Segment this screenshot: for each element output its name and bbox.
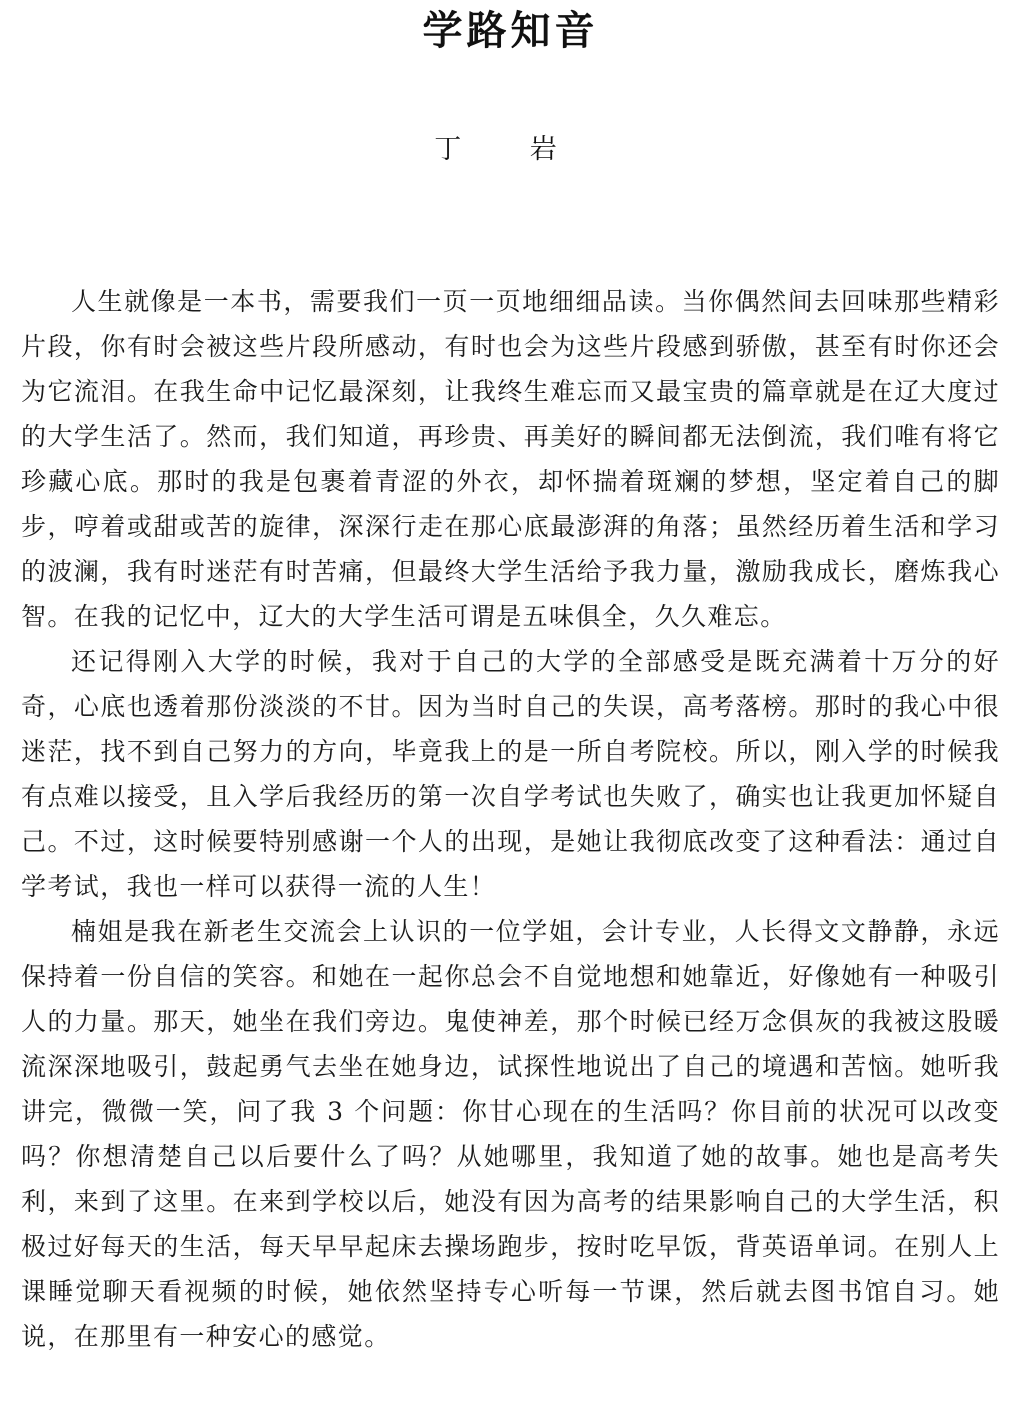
- article-body: [21, 279, 1000, 1359]
- paragraph: 楠姐是我在新老生交流会上认识的一位学姐，会计专业，人长得文文静静，永远保持着一份自信的笑容。和她在一起你总会不自觉地想和她靠近，好像她有一种吸引人的力量。那天，她坐在我们旁边。鬼使神差，那个时候已经万念俱灰的我被这股暖流深深地吸引，鼓起勇气去坐在她身边，试探性地说出了自己的境遇和苦恼。她听我讲完，微微一笑，问了我 3 个问题：你甘心现在的生活吗？你目前的状况可以改变吗？你想清楚自己以后要什么了吗？从她哪里，我知道了她的故事。她也是高考失利，来到了这里。在来到学校以后，她没有因为高考的结果影响自己的大学生活，积极过好每天的生活，每天早早起床去操场跑步，按时吃早饭，背英语单词。在别人上课睡觉聊天看视频的时候，她依然坚持专心听每一节课，然后就去图书馆自习。她说，在那里有一种安心的感觉。: [21, 917, 1000, 1351]
- paragraph: 人生就像是一本书，需要我们一页一页地细细品读。当你偶然间去回味那些精彩片段，你有时会被这些片段所感动，有时也会为这些片段感到骄傲，甚至有时你还会为它流泪。在我生命中记忆最深刻，让我终生难忘而又最宝贵的篇章就是在辽大度过的大学生活了。然而，我们知道，再珍贵、再美好的瞬间都无法倒流，我们唯有将它珍藏心底。那时的我是包裹着青涩的外衣，却怀揣着斑斓的梦想，坚定着自己的脚步，哼着或甜或苦的旋律，深深行走在那心底最澎湃的角落；虽然经历着生活和学习的波澜，我有时迷茫有时苦痛，但最终大学生活给予我力量，激励我成长，磨炼我心智。在我的记忆中，辽大的大学生活可谓是五味俱全，久久难忘。: [21, 287, 1000, 631]
- article-title: 学路知音: [422, 8, 599, 54]
- paragraph: 还记得刚入大学的时候，我对于自己的大学的全部感受是既充满着十万分的好奇，心底也透着那份淡淡的不甘。因为当时自己的失误，高考落榜。那时的我心中很迷茫，找不到自己努力的方向，毕竟我上的是一所自考院校。所以，刚入学的时候我有点难以接受，且入学后我经历的第一次自学考试也失败了，确实也让我更加怀疑自己。不过，这时候要特别感谢一个人的出现，是她让我彻底改变了这种看法：通过自学考试，我也一样可以获得一流的人生！: [21, 647, 1000, 901]
- article-author: 丁 岩: [434, 134, 587, 165]
